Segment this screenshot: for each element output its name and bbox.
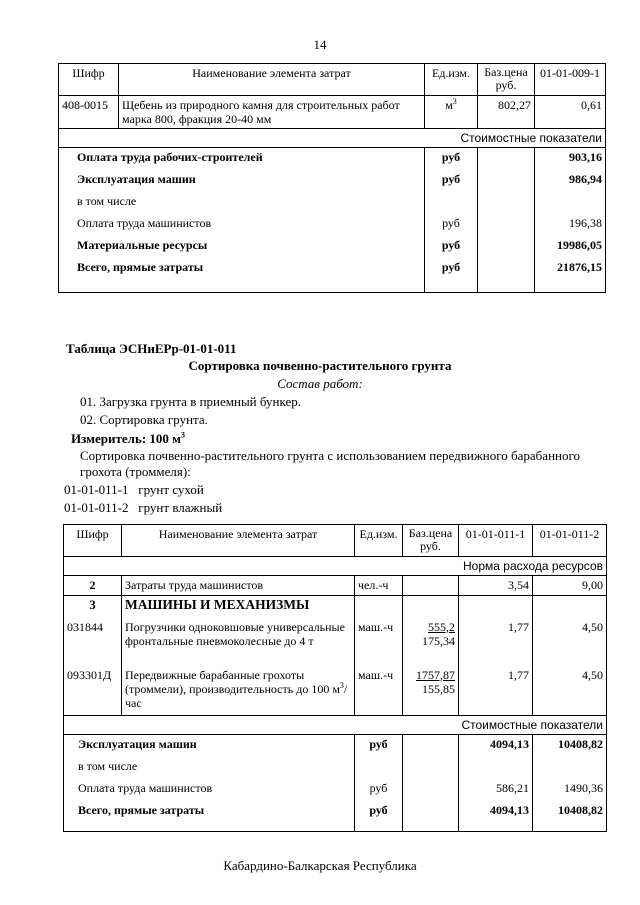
- cost-rows: [59, 148, 606, 293]
- header-code: Шифр: [64, 525, 122, 557]
- cost-rows: [64, 735, 607, 832]
- cost-price: [478, 192, 535, 214]
- labor-name: Затраты труда машинистов: [122, 576, 355, 596]
- row-code: 408-0015: [59, 96, 119, 129]
- cost-value: 196,38: [535, 214, 606, 236]
- table-label: Таблица ЭСНиЕРр-01-01-011: [66, 341, 237, 356]
- group-unit: [355, 596, 403, 618]
- cost-row: [59, 148, 606, 170]
- header-col1: 01-01-009-1: [535, 64, 606, 96]
- cost-caption-row: [59, 129, 606, 148]
- resource-table-1: [58, 63, 606, 293]
- variant-item: 01-01-011-2 грунт влажный: [64, 500, 223, 515]
- machine-v2: 4,50: [533, 618, 607, 666]
- cost-v1: [459, 757, 533, 779]
- cost-name: Всего, прямые затраты: [59, 258, 425, 293]
- group-name: МАШИНЫ И МЕХАНИЗМЫ: [122, 596, 355, 618]
- group-v1: [459, 596, 533, 618]
- header-unit: Ед.изм.: [425, 64, 478, 96]
- table-row: [64, 666, 607, 716]
- cost-unit: [355, 757, 403, 779]
- works-heading: Состав работ:: [277, 376, 363, 391]
- row-price: 802,27: [478, 96, 535, 129]
- machine-v2: 4,50: [533, 666, 607, 716]
- table-header-row: [59, 64, 606, 96]
- cost-value: 19986,05: [535, 236, 606, 258]
- cost-name: в том числе: [64, 757, 355, 779]
- machine-unit: маш.-ч: [355, 666, 403, 716]
- cost-unit: руб: [425, 258, 478, 293]
- header-col1: 01-01-011-1: [459, 525, 533, 557]
- cost-caption-row: [64, 716, 607, 735]
- cost-unit: руб: [355, 801, 403, 832]
- cost-price: [478, 236, 535, 258]
- cost-name: Оплата труда машинистов: [64, 779, 355, 801]
- machine-unit: маш.-ч: [355, 618, 403, 666]
- cost-caption: Стоимостные показатели: [59, 129, 606, 148]
- variant-item: 01-01-011-1 грунт сухой: [64, 482, 204, 497]
- cost-name: Эксплуатация машин: [64, 735, 355, 757]
- machine-name: Передвижные барабанные грохоты (троммели), производительность до 100 $м^3$/час: [122, 666, 355, 716]
- cost-price: [403, 735, 459, 757]
- cost-name: в том числе: [59, 192, 425, 214]
- cost-row: [59, 236, 606, 258]
- group-price: [403, 596, 459, 618]
- cost-v2: 10408,82: [533, 735, 607, 757]
- header-col2: 01-01-011-2: [533, 525, 607, 557]
- cost-row: [64, 735, 607, 757]
- header-name: Наименование элемента затрат: [119, 64, 425, 96]
- cost-v1: 586,21: [459, 779, 533, 801]
- header-unit: Ед.изм.: [355, 525, 403, 557]
- row-name: Щебень из природного камня для строительных работ марка 800, фракция 20-40 мм: [119, 96, 425, 129]
- header-price: Баз.цена руб.: [403, 525, 459, 557]
- cost-row: [64, 779, 607, 801]
- labor-unit: чел.-ч: [355, 576, 403, 596]
- cost-unit: [425, 192, 478, 214]
- norm-caption-row: [64, 557, 607, 576]
- cost-row: [64, 801, 607, 832]
- machine-v1: 1,77: [459, 666, 533, 716]
- cost-caption: Стоимостные показатели: [64, 716, 607, 735]
- cost-v2: 10408,82: [533, 801, 607, 832]
- cost-unit: руб: [355, 735, 403, 757]
- resource-table-2: [63, 524, 607, 832]
- cost-unit: руб: [425, 236, 478, 258]
- cost-value: 21876,15: [535, 258, 606, 293]
- cost-v1: 4094,13: [459, 735, 533, 757]
- section-title: Сортировка почвенно-растительного грунта: [188, 358, 452, 373]
- page-number: 14: [313, 37, 327, 52]
- cost-price: [478, 258, 535, 293]
- norm-caption: Норма расхода ресурсов: [64, 557, 607, 576]
- cost-row: [59, 214, 606, 236]
- cost-unit: руб: [425, 170, 478, 192]
- cost-price: [403, 779, 459, 801]
- group-v2: [533, 596, 607, 618]
- cost-name: Эксплуатация машин: [59, 170, 425, 192]
- page-footer: Кабардино-Балкарская Республика: [223, 858, 417, 873]
- cost-price: [478, 214, 535, 236]
- cost-value: [535, 192, 606, 214]
- table-row: [64, 576, 607, 596]
- cost-name: Всего, прямые затраты: [64, 801, 355, 832]
- cost-row: [59, 258, 606, 293]
- group-code: 3: [64, 596, 122, 618]
- cost-price: [403, 801, 459, 832]
- header-name: Наименование элемента затрат: [122, 525, 355, 557]
- cost-price: [478, 148, 535, 170]
- section-description: Сортировка почвенно-растительного грунта с использованием передвижного барабанного грохота (троммеля):: [80, 448, 580, 479]
- cost-name: Оплата труда машинистов: [59, 214, 425, 236]
- cost-v1: 4094,13: [459, 801, 533, 832]
- cost-value: 903,16: [535, 148, 606, 170]
- cost-row: [59, 170, 606, 192]
- cost-v2: 1490,36: [533, 779, 607, 801]
- table-row: [64, 618, 607, 666]
- table-row: [59, 96, 606, 129]
- header-price: Баз.цена руб.: [478, 64, 535, 96]
- cost-unit: руб: [355, 779, 403, 801]
- cost-row: [64, 757, 607, 779]
- machine-code: 031844: [64, 618, 122, 666]
- cost-name: Материальные ресурсы: [59, 236, 425, 258]
- machine-code: 093301Д: [64, 666, 122, 716]
- cost-row: [59, 192, 606, 214]
- labor-price: [403, 576, 459, 596]
- header-code: Шифр: [59, 64, 119, 96]
- measure-unit: Измеритель: 100 $м^3$: [71, 430, 186, 446]
- row-value: 0,61: [535, 96, 606, 129]
- machine-price: 555,2 175,34: [403, 618, 459, 666]
- table-row: [64, 596, 607, 618]
- cost-v2: [533, 757, 607, 779]
- labor-code: 2: [64, 576, 122, 596]
- cost-unit: руб: [425, 148, 478, 170]
- labor-v2: 9,00: [533, 576, 607, 596]
- labor-v1: 3,54: [459, 576, 533, 596]
- work-item: 02. Сортировка грунта.: [80, 412, 208, 427]
- cost-price: [403, 757, 459, 779]
- table-header-row: [64, 525, 607, 557]
- row-unit: $м^3$: [425, 96, 478, 129]
- machine-name: Погрузчики одноковшовые универсальные фронтальные пневмоколесные до 4 т: [122, 618, 355, 666]
- work-item: 01. Загрузка грунта в приемный бункер.: [80, 394, 301, 409]
- cost-value: 986,94: [535, 170, 606, 192]
- cost-name: Оплата труда рабочих-строителей: [59, 148, 425, 170]
- machine-price: 1757,87 155,85: [403, 666, 459, 716]
- machine-v1: 1,77: [459, 618, 533, 666]
- cost-unit: руб: [425, 214, 478, 236]
- cost-price: [478, 170, 535, 192]
